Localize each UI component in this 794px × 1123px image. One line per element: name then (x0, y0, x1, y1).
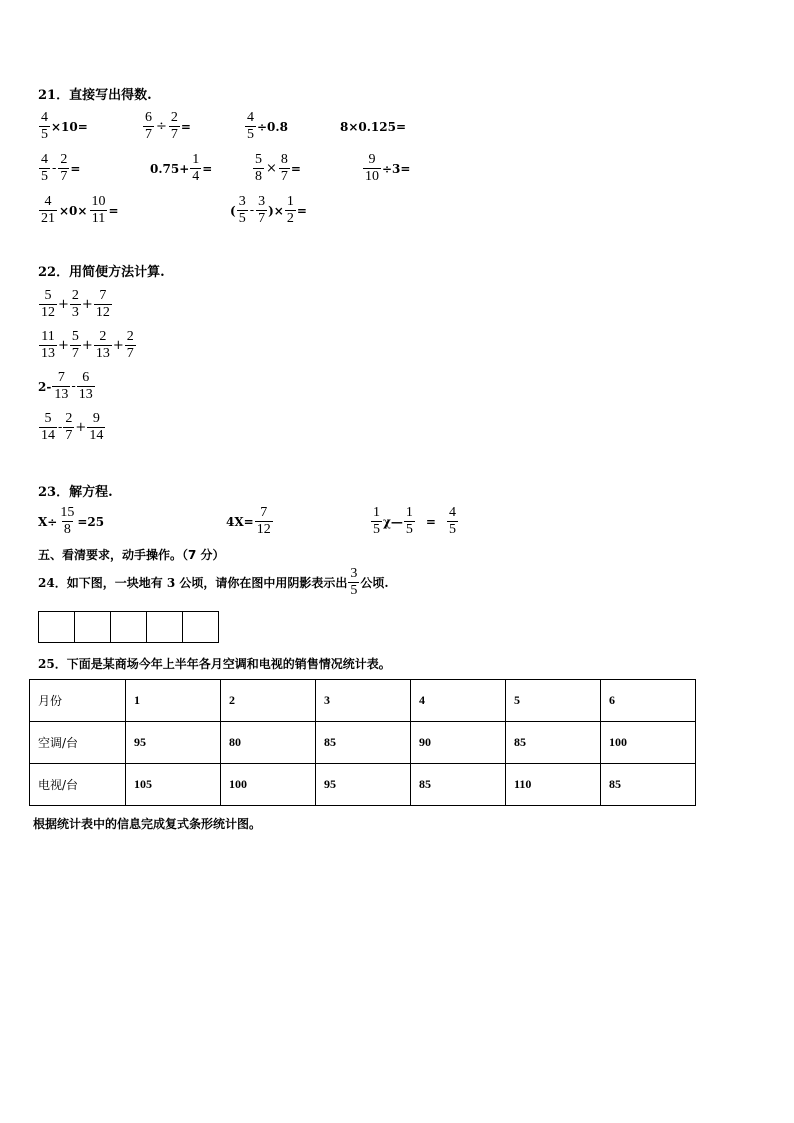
table-cell: 空调/台 (30, 722, 126, 764)
table-cell: 110 (506, 764, 601, 806)
q22-title: 22．用简便方法计算. (38, 265, 165, 280)
land-cell[interactable] (74, 611, 111, 643)
fraction: $\frac{11}{13}$ (41, 329, 55, 361)
fraction: $\frac{4}{5}$ (41, 152, 48, 184)
q21-expr-5: $\frac{4}{5}$ - $\frac{2}{7}$ = (41, 152, 81, 184)
table-cell: 105 (126, 764, 221, 806)
table-row (30, 764, 696, 806)
table-header-cell: 6 (601, 680, 696, 722)
table-cell: 85 (506, 722, 601, 764)
table-header-cell: 5 (506, 680, 601, 722)
fraction: $\frac{2}{7}$ (65, 411, 73, 443)
q21-expr-3: $\frac{4}{5}$ ÷0.8 (247, 110, 288, 142)
land-cell[interactable] (182, 611, 219, 643)
q23-expr-2: 4X= $\frac{7}{12}$ (226, 505, 271, 537)
table-header-cell: 1 (126, 680, 221, 722)
q22-expr-1: $\frac{5}{12}$ + $\frac{2}{3}$ + $\frac{7}{12}$ (41, 288, 110, 320)
q22-expr-2: $\frac{11}{13}$ + $\frac{5}{7}$ + $\frac{2}{13}$ + $\frac{2}{7}$ (41, 329, 134, 361)
table-cell: 95 (126, 722, 221, 764)
fraction: $\frac{5}{14}$ (41, 411, 55, 443)
sales-table (29, 679, 696, 806)
table-cell: 85 (316, 722, 411, 764)
q21-expr-7: $\frac{5}{8}$ × $\frac{8}{7}$ = (255, 152, 301, 184)
table-cell: 100 (601, 722, 696, 764)
fraction: $\frac{2}{13}$ (95, 329, 110, 361)
fraction: $\frac{9}{10}$ (365, 152, 379, 184)
fraction: $\frac{3}{5}$ (350, 566, 358, 598)
fraction: $\frac{5}{8}$ (255, 152, 262, 184)
section-5-title: 五、看清要求，动手操作。（7 分） (38, 548, 225, 562)
q21-expr-2: $\frac{6}{7}$ ÷ $\frac{2}{7}$ = (145, 110, 191, 142)
fraction: $\frac{6}{13}$ (78, 370, 93, 402)
table-cell: 85 (411, 764, 506, 806)
fraction: $\frac{1}{5}$ (373, 505, 380, 537)
q21-expr-4: 8×0.125= (340, 120, 407, 134)
q21-expr-9: $\frac{4}{21}$ ×0× $\frac{10}{11}$ = (41, 194, 119, 226)
table-cell: 95 (316, 764, 411, 806)
q21-title: 21．直接写出得数. (38, 88, 152, 103)
q25-title: 25．下面是某商场今年上半年各月空调和电视的销售情况统计表。 (38, 657, 391, 671)
land-cell[interactable] (110, 611, 147, 643)
table-header-cell: 2 (221, 680, 316, 722)
q24-text: 24．如下图，一块地有 3 公顷，请你在图中用阴影表示出 $\frac{3}{5}$ 公顷. (38, 566, 389, 598)
q23-expr-1: X÷ $\frac{15}{8}$ =25 (38, 505, 105, 537)
fraction: $\frac{4}{5}$ (41, 110, 48, 142)
table-header-cell: 月份 (30, 680, 126, 722)
fraction: $\frac{7}{13}$ (54, 370, 69, 402)
q21-expr-1: $\frac{4}{5}$ ×10= (41, 110, 88, 142)
table-row (30, 722, 696, 764)
table-header-cell: 4 (411, 680, 506, 722)
fraction: $\frac{2}{7}$ (170, 110, 178, 142)
q23-expr-3: $\frac{1}{5}$ χ— $\frac{1}{5}$ = $\frac{4}{5}$ (373, 505, 456, 537)
fraction: $\frac{7}{12}$ (95, 288, 110, 320)
table-cell: 100 (221, 764, 316, 806)
fraction: $\frac{3}{7}$ (258, 194, 266, 226)
fraction: $\frac{1}{5}$ (405, 505, 413, 537)
table-row (30, 680, 696, 722)
fraction: $\frac{6}{7}$ (145, 110, 152, 142)
fraction: $\frac{5}{12}$ (41, 288, 55, 320)
fraction: $\frac{4}{5}$ (247, 110, 254, 142)
fraction: $\frac{8}{7}$ (280, 152, 288, 184)
table-cell: 85 (601, 764, 696, 806)
fraction: $\frac{10}{11}$ (91, 194, 106, 226)
land-cell[interactable] (146, 611, 183, 643)
table-cell: 90 (411, 722, 506, 764)
land-cell[interactable] (38, 611, 75, 643)
fraction: $\frac{2}{3}$ (71, 288, 79, 320)
q22-expr-3: 2- $\frac{7}{13}$ - $\frac{6}{13}$ (38, 370, 93, 402)
fraction: $\frac{1}{4}$ (192, 152, 200, 184)
fraction: $\frac{2}{7}$ (60, 152, 68, 184)
q25-note: 根据统计表中的信息完成复式条形统计图。 (33, 817, 262, 831)
fraction: $\frac{7}{12}$ (256, 505, 271, 537)
fraction: $\frac{9}{14}$ (89, 411, 104, 443)
q21-expr-6: 0.75+ $\frac{1}{4}$ = (150, 152, 213, 184)
fraction: $\frac{2}{7}$ (126, 329, 134, 361)
table-cell: 80 (221, 722, 316, 764)
table-cell: 电视/台 (30, 764, 126, 806)
q22-expr-4: $\frac{5}{14}$ - $\frac{2}{7}$ + $\frac{9}{14}$ (41, 411, 104, 443)
land-grid[interactable] (38, 611, 219, 643)
q23-title: 23．解方程. (38, 485, 113, 500)
fraction: $\frac{1}{2}$ (286, 194, 294, 226)
q21-expr-8: $\frac{9}{10}$ ÷3= (365, 152, 411, 184)
fraction: $\frac{4}{21}$ (41, 194, 55, 226)
fraction: $\frac{5}{7}$ (71, 329, 79, 361)
fraction: $\frac{3}{5}$ (238, 194, 246, 226)
q21-expr-10: ( $\frac{3}{5}$ - $\frac{3}{7}$ )× $\frac{1}{2}$ = (230, 194, 307, 226)
fraction: $\frac{4}{5}$ (448, 505, 456, 537)
table-header-cell: 3 (316, 680, 411, 722)
fraction: $\frac{15}{8}$ (60, 505, 75, 537)
